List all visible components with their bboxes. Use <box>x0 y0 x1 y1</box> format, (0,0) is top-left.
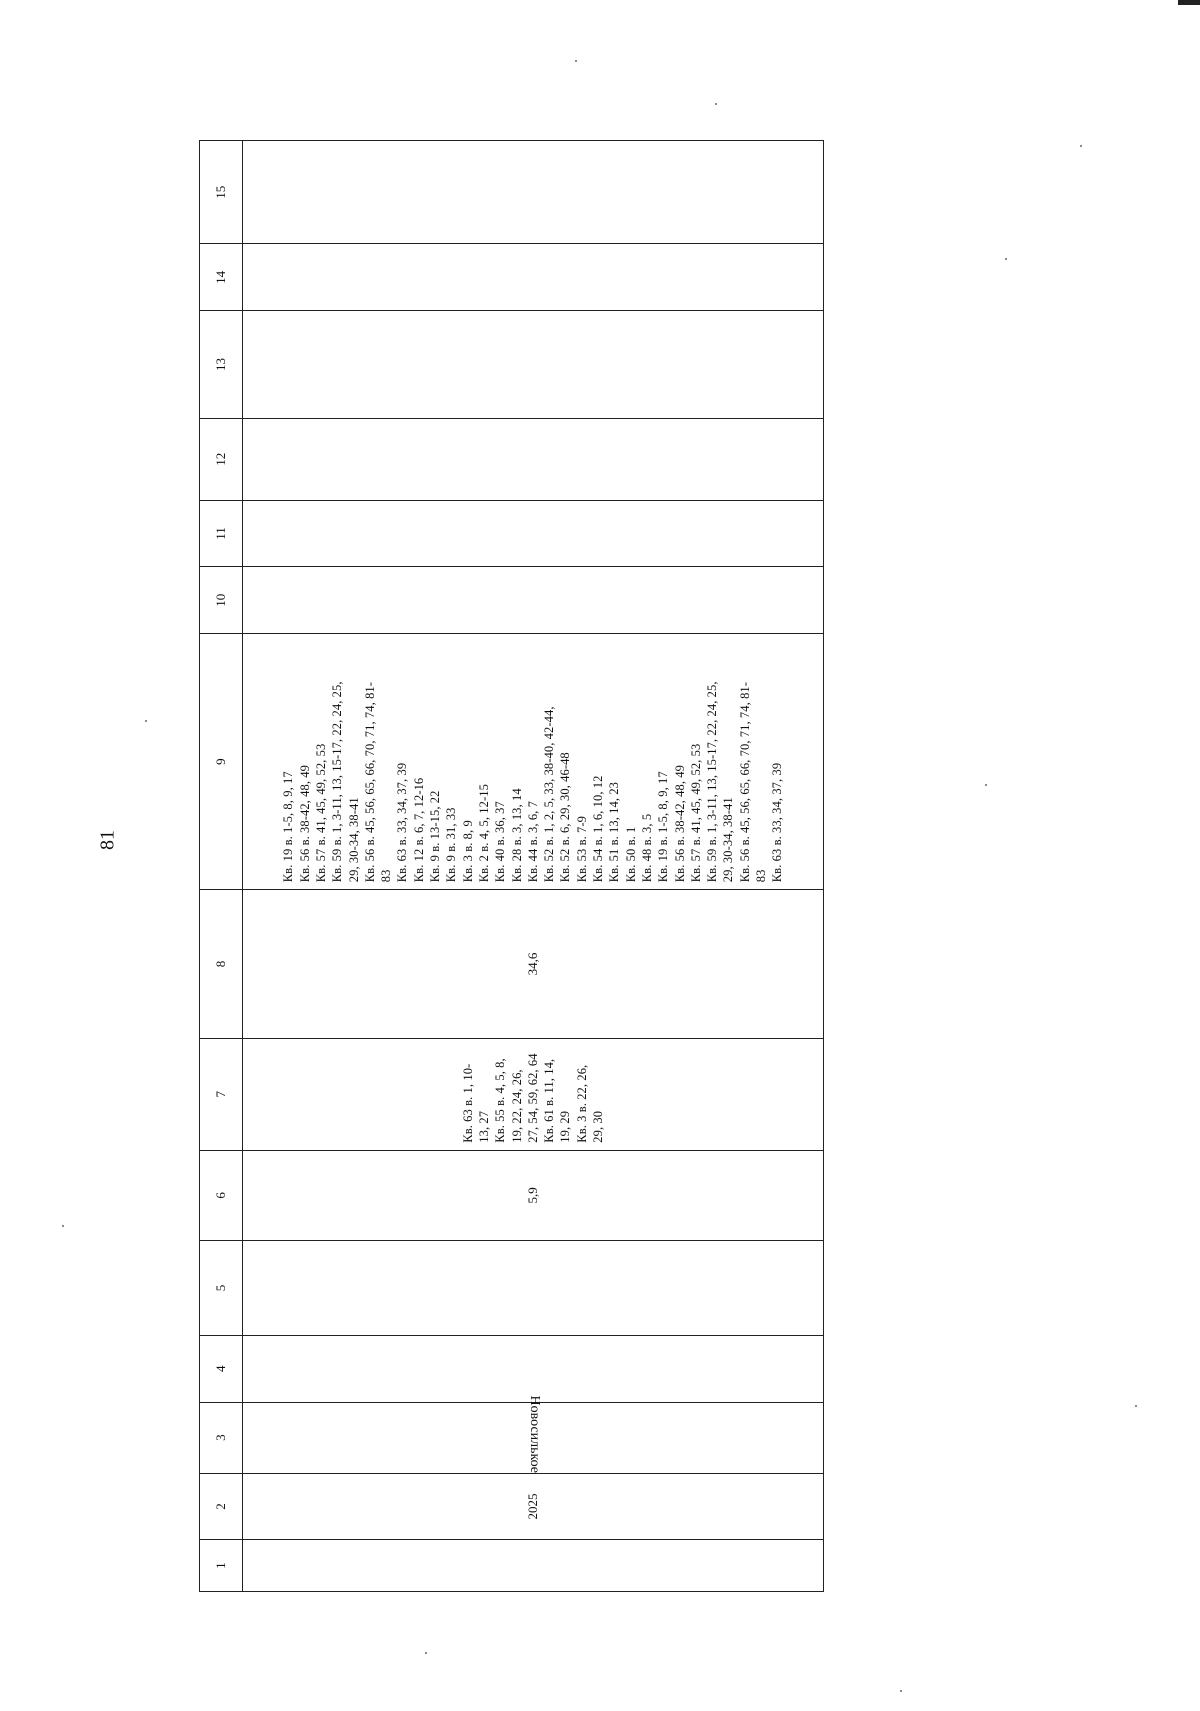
col9-line: Кв. 19 в. 1-5, 8, 9, 17 <box>281 771 296 883</box>
col9-line: Кв. 56 в. 38-42, 48, 49 <box>297 765 312 883</box>
col7-line: Кв. 55 в. 4, 5, 8, <box>493 1058 508 1143</box>
column-header-13: 13 <box>200 311 243 419</box>
column-header-6: 6 <box>200 1150 243 1240</box>
column-header-14: 14 <box>200 244 243 311</box>
col7-line: Кв. 63 в. 1, 10- <box>460 1063 475 1143</box>
cell-col11 <box>243 500 824 567</box>
cell-year: 2025 <box>243 1473 824 1540</box>
column-header-3: 3 <box>200 1402 243 1473</box>
column-header-12: 12 <box>200 418 243 500</box>
cell-col9 <box>243 634 824 890</box>
col7-line: 13, 27 <box>476 1110 491 1143</box>
scan-speck <box>1135 1405 1137 1407</box>
header-row <box>200 141 243 1592</box>
col9-line: 29, 30-34, 38-41 <box>721 797 736 883</box>
col9-line: Кв. 9 в. 13-15, 22 <box>428 790 443 883</box>
column-header-15: 15 <box>200 141 243 244</box>
column-header-5: 5 <box>200 1241 243 1336</box>
column-header-9: 9 <box>200 634 243 890</box>
col9-line: Кв. 51 в. 13, 14, 23 <box>607 781 622 883</box>
scan-speck <box>985 784 987 786</box>
scan-speck <box>1005 258 1007 260</box>
column-header-4: 4 <box>200 1335 243 1402</box>
cell-col8: 34,6 <box>243 890 824 1039</box>
scan-speck <box>715 103 717 105</box>
col9-line: Кв. 3 в. 8, 9 <box>460 820 475 883</box>
scan-speck <box>425 1652 427 1654</box>
column-header-2: 2 <box>200 1473 243 1540</box>
scan-speck <box>62 1225 64 1227</box>
col9-line: Кв. 52 в. 1, 2, 5, 33, 38-40, 42-44, <box>542 706 557 883</box>
page-number: 81 <box>96 830 119 850</box>
col9-line: Кв. 9 в. 31, 33 <box>444 807 459 883</box>
scan-speck <box>1080 145 1082 147</box>
col9-line: Кв. 57 в. 41, 45, 49, 52, 53 <box>313 743 328 883</box>
col9-line: 83 <box>754 869 768 883</box>
col9-line: Кв. 50 в. 1 <box>623 826 638 883</box>
cell-col6: 5,9 <box>243 1150 824 1240</box>
scan-speck <box>145 720 147 722</box>
col9-line: Кв. 44 в. 3, 6, 7 <box>525 801 540 883</box>
table-row <box>243 141 824 1592</box>
scan-speck <box>900 1690 902 1692</box>
cell-col14 <box>243 244 824 311</box>
scan-speck <box>575 60 577 62</box>
data-table <box>199 140 824 1592</box>
column-header-10: 10 <box>200 567 243 634</box>
column-header-8: 8 <box>200 890 243 1039</box>
col9-line: 83 <box>379 869 394 883</box>
column-header-7: 7 <box>200 1038 243 1150</box>
col9-line: Кв. 63 в. 33, 34, 37, 39 <box>395 762 410 883</box>
cell-col15 <box>243 141 824 244</box>
col9-line: Кв. 12 в. 6, 7, 12-16 <box>411 777 426 883</box>
col9-line: Кв. 19 в. 1-5, 8, 9, 17 <box>656 771 671 883</box>
cell-col1 <box>243 1540 824 1592</box>
col9-line: Кв. 28 в. 3, 13, 14 <box>509 788 524 883</box>
col7-line: Кв. 3 в. 22, 26, <box>574 1064 589 1143</box>
col9-line: Кв. 57 в. 41, 45, 49, 52, 53 <box>688 743 703 883</box>
col7-line: 27, 54, 59, 62, 64 <box>525 1053 540 1143</box>
col9-line: Кв. 63 в. 33, 34, 37, 39 <box>770 762 785 883</box>
col9-line: Кв. 2 в. 4, 5, 12-15 <box>476 784 491 883</box>
cell-col10 <box>243 567 824 634</box>
col7-line: 19, 22, 24, 26, <box>509 1069 524 1143</box>
col7-line: 19, 29 <box>558 1110 573 1143</box>
col7-line: 29, 30 <box>591 1110 606 1143</box>
column-header-1: 1 <box>200 1540 243 1592</box>
column-header-11: 11 <box>200 500 243 567</box>
cell-col12 <box>243 418 824 500</box>
cell-col13 <box>243 311 824 419</box>
cell-col7 <box>243 1038 824 1150</box>
col9-line: Кв. 56 в. 38-42, 48, 49 <box>672 765 687 883</box>
col9-line: 29, 30-34, 38-41 <box>346 797 361 883</box>
cell-settlement <box>243 1395 824 1473</box>
col9-line: Кв. 59 в. 1, 3-11, 13, 15-17, 22, 24, 25, <box>705 681 720 883</box>
cell-col5 <box>243 1241 824 1336</box>
rotated-table-container <box>199 140 823 1592</box>
col9-line: Кв. 54 в. 1, 6, 10, 12 <box>591 775 606 883</box>
col7-line: Кв. 61 в. 11, 14, <box>542 1058 557 1143</box>
cell-col4 <box>243 1335 824 1402</box>
col9-line: Кв. 48 в. 3, 5 <box>639 813 654 883</box>
col9-line: Кв. 40 в. 36, 37 <box>493 801 508 883</box>
col9-line: Кв. 52 в. 6, 29, 30, 46-48 <box>558 752 573 883</box>
col9-line: Кв. 59 в. 1, 3-11, 13, 15-17, 22, 24, 25, <box>330 681 345 883</box>
col9-line: Кв. 53 в. 7-9 <box>574 816 589 883</box>
col9-line: Кв. 56 в. 45, 56, 65, 66, 70, 71, 74, 81- <box>737 681 752 883</box>
settlement-name: Новосилькое <box>526 1395 542 1473</box>
scan-edge-mark <box>1178 0 1200 5</box>
col9-line: Кв. 56 в. 45, 56, 65, 66, 70, 71, 74, 81- <box>362 681 377 883</box>
